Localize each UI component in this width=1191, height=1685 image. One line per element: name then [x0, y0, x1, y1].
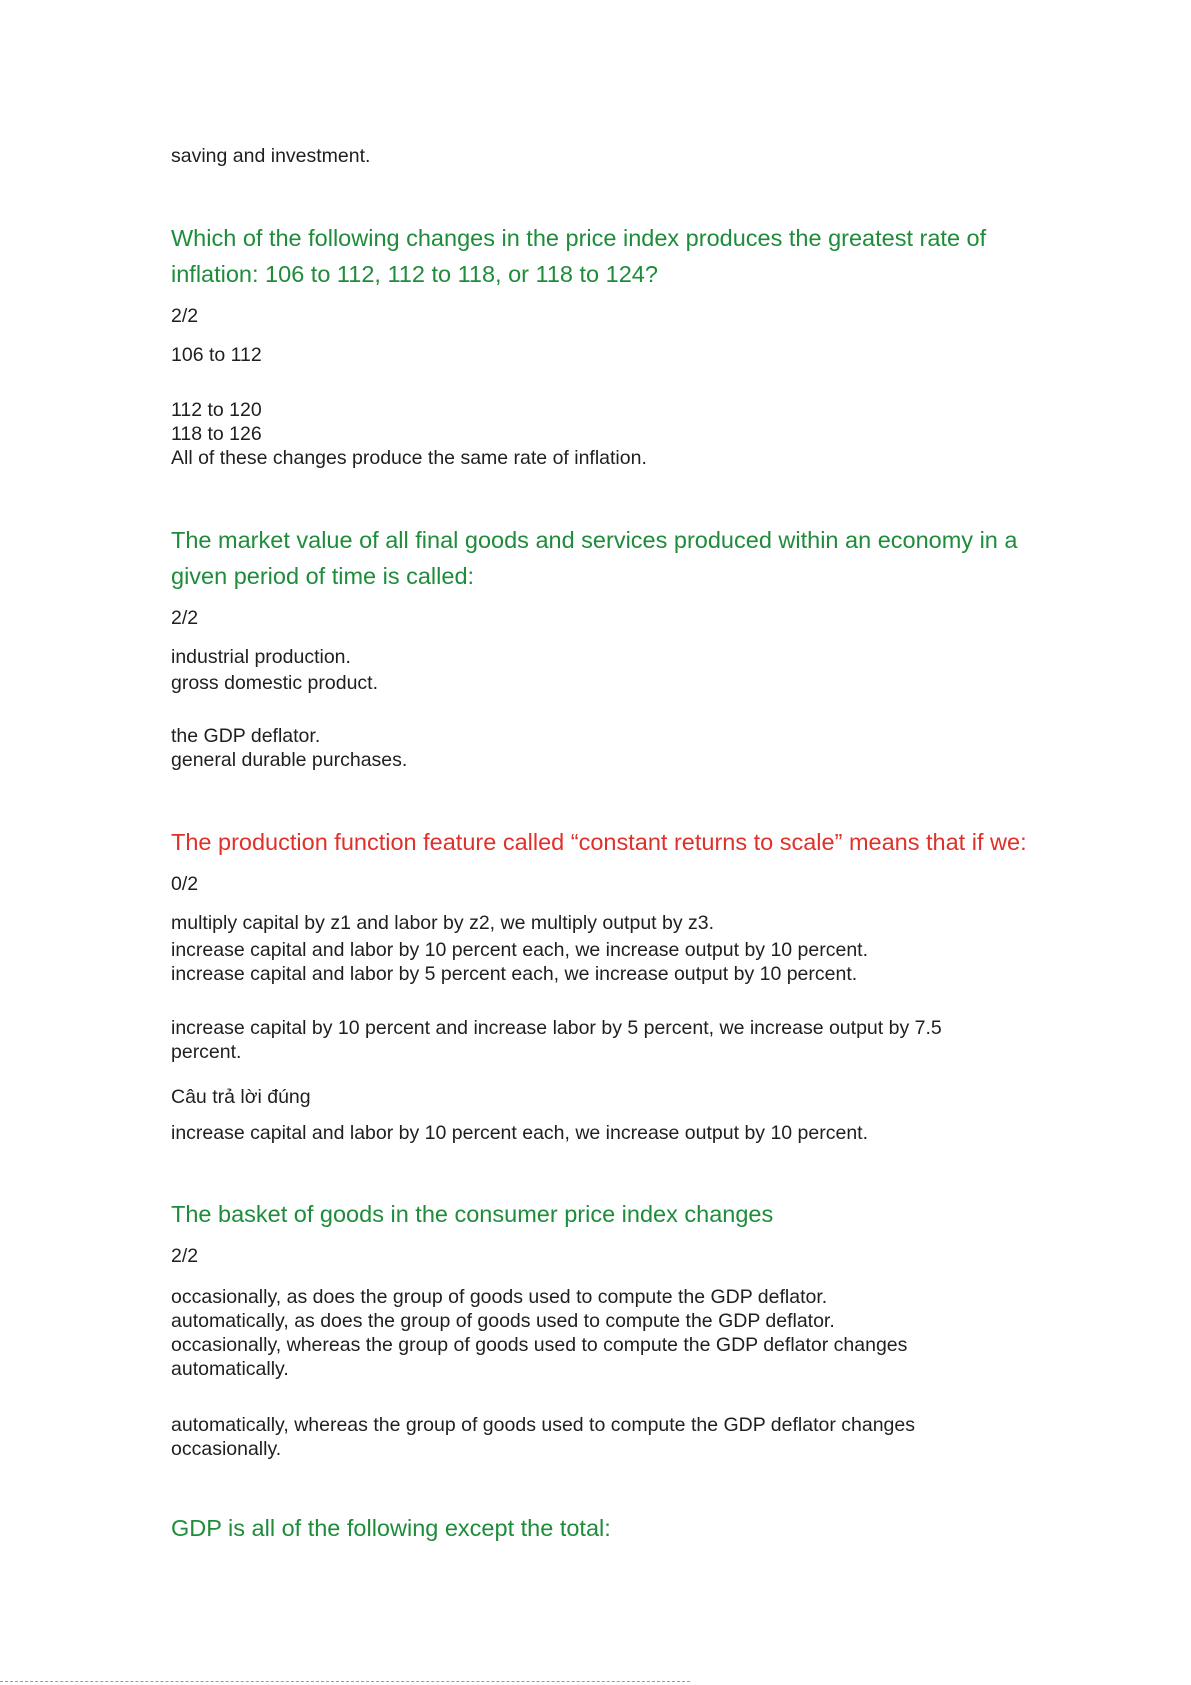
question-4-score: 2/2: [171, 1245, 199, 1267]
question-2-option-3[interactable]: the GDP deflator.: [171, 725, 321, 747]
question-1-option-2[interactable]: 112 to 120: [171, 399, 262, 421]
page-bottom-divider: [0, 1681, 690, 1682]
question-4-option-4-line-2[interactable]: occasionally.: [171, 1438, 282, 1460]
question-4-option-3-line-1[interactable]: occasionally, whereas the group of goods used to compute the GDP deflator changes: [171, 1334, 908, 1356]
question-1-title-line-2: inflation: 106 to 112, 112 to 118, or 118 to 124?: [171, 261, 658, 287]
question-1-score: 2/2: [171, 305, 199, 327]
question-4-option-1[interactable]: occasionally, as does the group of goods used to compute the GDP deflator.: [171, 1286, 828, 1308]
question-3-option-4-line-1[interactable]: increase capital by 10 percent and increase labor by 5 percent, we increase output by 7.5: [171, 1017, 942, 1039]
question-2-title-line-2: given period of time is called:: [171, 563, 475, 589]
question-2-option-4[interactable]: general durable purchases.: [171, 749, 408, 771]
question-3-score: 0/2: [171, 873, 199, 895]
question-3-option-2[interactable]: increase capital and labor by 10 percent each, we increase output by 10 percent.: [171, 939, 869, 961]
question-2-option-2[interactable]: gross domestic product.: [171, 672, 379, 694]
question-5-title: GDP is all of the following except the total:: [171, 1515, 611, 1541]
question-4-title: The basket of goods in the consumer price index changes: [171, 1201, 774, 1227]
question-1-option-4[interactable]: All of these changes produce the same rate of inflation.: [171, 447, 647, 469]
question-3-correct-answer: increase capital and labor by 10 percent each, we increase output by 10 percent.: [171, 1122, 869, 1144]
question-4-option-2[interactable]: automatically, as does the group of goods used to compute the GDP deflator.: [171, 1310, 835, 1332]
question-3-option-3[interactable]: increase capital and labor by 5 percent each, we increase output by 10 percent.: [171, 963, 858, 985]
question-2-score: 2/2: [171, 607, 199, 629]
question-4-option-3-line-2[interactable]: automatically.: [171, 1358, 289, 1380]
prior-answer-fragment: saving and investment.: [171, 145, 371, 167]
question-2-title-line-1: The market value of all final goods and services produced within an economy in a: [171, 527, 1018, 553]
question-1-option-1[interactable]: 106 to 112: [171, 344, 262, 366]
question-1-title-line-1: Which of the following changes in the price index produces the greatest rate of: [171, 225, 987, 251]
question-3-title: The production function feature called “constant returns to scale” means that if we:: [171, 829, 1027, 855]
question-3-option-1[interactable]: multiply capital by z1 and labor by z2, we multiply output by z3.: [171, 912, 715, 934]
question-2-option-1[interactable]: industrial production.: [171, 646, 351, 668]
question-3-correct-label: Câu trả lời đúng: [171, 1086, 311, 1108]
question-4-option-4-line-1[interactable]: automatically, whereas the group of goods used to compute the GDP deflator changes: [171, 1414, 915, 1436]
question-3-option-4-line-2[interactable]: percent.: [171, 1041, 242, 1063]
question-1-option-3[interactable]: 118 to 126: [171, 423, 262, 445]
